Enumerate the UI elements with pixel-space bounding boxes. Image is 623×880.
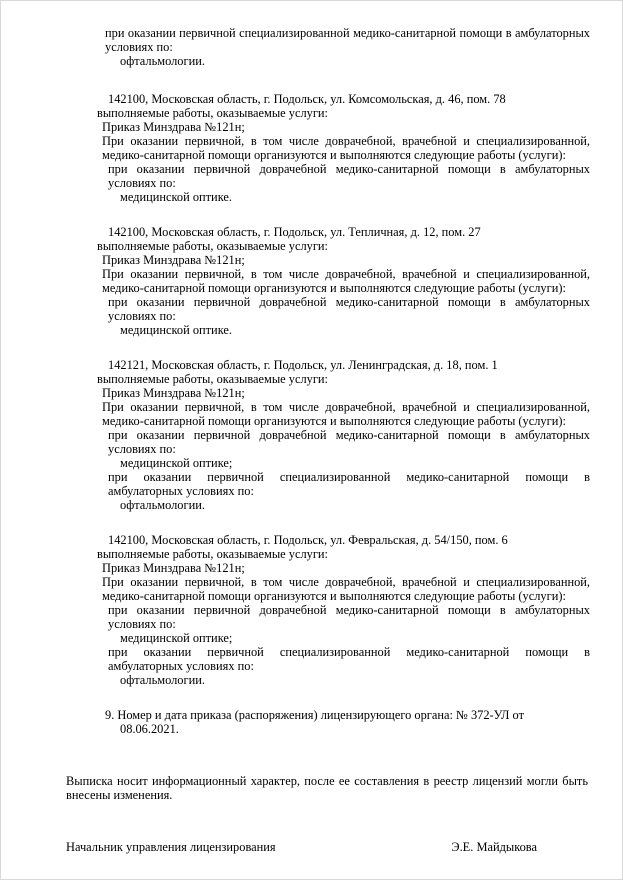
works-label: выполняемые работы, оказываемые услуги:: [97, 239, 329, 253]
location-block-3: [97, 358, 590, 512]
location-address: 142121, Московская область, г. Подольск, ул. Ленинградская, д. 18, пом. 1: [108, 358, 498, 372]
ministry-order: Приказ Минздрава №121н;: [102, 386, 245, 400]
service-clause: при оказании первичной доврачебной медико-санитарной помощи в амбулаторных условиях по:: [108, 295, 590, 323]
signature-position: Начальник управления лицензирования: [66, 840, 276, 854]
works-intro: При оказании первичной, в том числе доврачебной, врачебной и специализированной, медико-санитарной помощи организуются и выполняются следующие работы (услуги):: [102, 134, 590, 162]
location-address: 142100, Московская область, г. Подольск, ул. Комсомольская, д. 46, пом. 78: [108, 92, 506, 106]
location-block-4: [97, 533, 590, 687]
signature-row: [1, 840, 622, 854]
order-info: [97, 708, 590, 736]
ministry-order: Приказ Минздрава №121н;: [102, 561, 245, 575]
service-specialty: медицинской оптике;: [120, 456, 233, 470]
ministry-order: Приказ Минздрава №121н;: [102, 253, 245, 267]
service-specialty: медицинской оптике;: [120, 631, 233, 645]
service-specialty: офтальмологии.: [120, 673, 205, 687]
service-clause: при оказании первичной специализированной медико-санитарной помощи в амбулаторных условиях по:: [105, 26, 590, 54]
service-specialty: медицинской оптике.: [120, 323, 232, 337]
order-info-date: 08.06.2021.: [120, 722, 179, 736]
works-label: выполняемые работы, оказываемые услуги:: [97, 372, 329, 386]
works-label: выполняемые работы, оказываемые услуги:: [97, 547, 329, 561]
info-note: Выписка носит информационный характер, после ее составления в реестр лицензий могли быть внесены изменения.: [66, 774, 588, 802]
location-address: 142100, Московская область, г. Подольск, ул. Февральская, д. 54/150, пом. 6: [108, 533, 508, 547]
location-address: 142100, Московская область, г. Подольск, ул. Тепличная, д. 12, пом. 27: [108, 225, 481, 239]
ministry-order: Приказ Минздрава №121н;: [102, 120, 245, 134]
service-clause: при оказании первичной доврачебной медико-санитарной помощи в амбулаторных условиях по:: [108, 603, 590, 631]
service-specialty: офтальмологии.: [120, 54, 205, 68]
continuation-fragment: [97, 26, 590, 68]
service-clause: при оказании первичной доврачебной медико-санитарной помощи в амбулаторных условиях по:: [108, 162, 590, 190]
service-clause: при оказании первичной специализированной медико-санитарной помощи в амбулаторных условиях по:: [108, 470, 590, 498]
works-intro: При оказании первичной, в том числе доврачебной, врачебной и специализированной, медико-санитарной помощи организуются и выполняются следующие работы (услуги):: [102, 400, 590, 428]
service-specialty: офтальмологии.: [120, 498, 205, 512]
service-clause: при оказании первичной специализированной медико-санитарной помощи в амбулаторных условиях по:: [108, 645, 590, 673]
works-label: выполняемые работы, оказываемые услуги:: [97, 106, 329, 120]
document-body: [1, 1, 622, 736]
service-clause: при оказании первичной доврачебной медико-санитарной помощи в амбулаторных условиях по:: [108, 428, 590, 456]
signature-name: Э.Е. Майдыкова: [451, 840, 537, 854]
works-intro: При оказании первичной, в том числе доврачебной, врачебной и специализированной, медико-санитарной помощи организуются и выполняются следующие работы (услуги):: [102, 575, 590, 603]
service-specialty: медицинской оптике.: [120, 190, 232, 204]
order-info-line: 9. Номер и дата приказа (распоряжения) лицензирующего органа: № 372-УЛ от: [105, 708, 524, 722]
location-block-1: [97, 92, 590, 204]
works-intro: При оказании первичной, в том числе доврачебной, врачебной и специализированной, медико-санитарной помощи организуются и выполняются следующие работы (услуги):: [102, 267, 590, 295]
location-block-2: [97, 225, 590, 337]
